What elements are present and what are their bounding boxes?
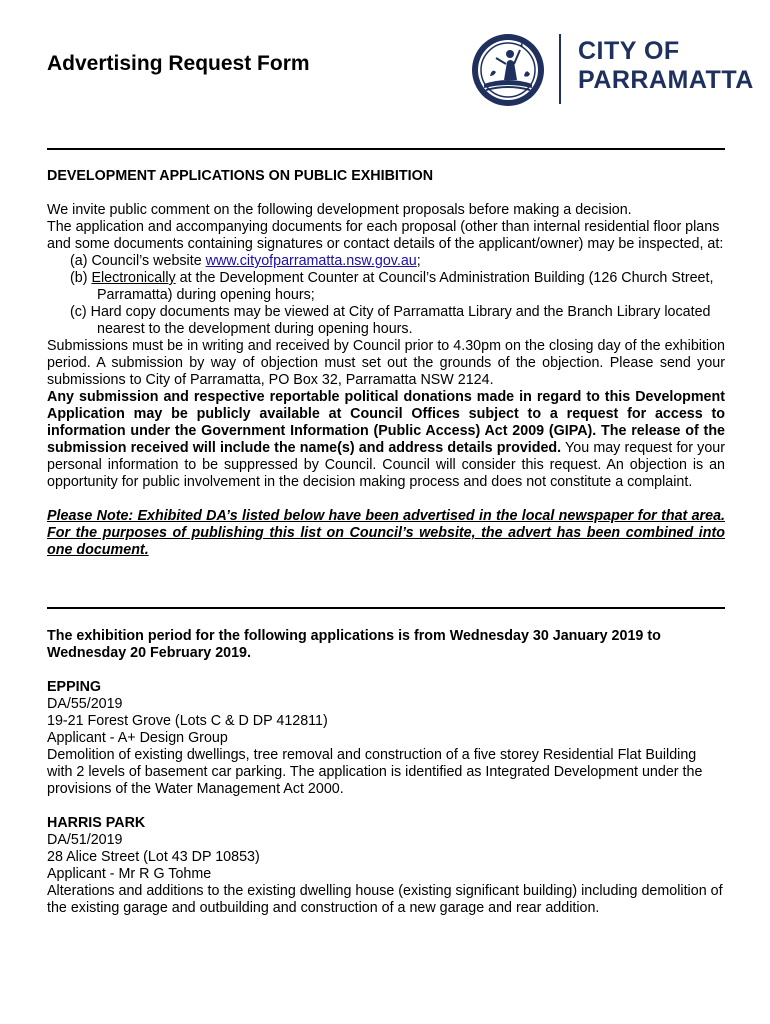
council-website-link[interactable]: www.cityofparramatta.nsw.gov.au — [205, 253, 417, 269]
option-a-prefix: (a) Council’s website — [70, 253, 206, 269]
submissions-paragraph: Submissions must be in writing and received by Council prior to 4.30pm on the closing day of the exhibition period. A submission by way of objection must set out the grounds of the objection. Please send your submissions to City of Parramatta, PO Box 32, Parramatta NSW 2124. — [47, 338, 725, 388]
middle-divider — [47, 607, 725, 609]
option-b-text: at the Development Counter at Council’s Administration Building (126 Church Street, Parramatta) during opening hours; — [97, 270, 714, 303]
application-suburb: HARRIS PARK — [47, 815, 146, 831]
option-a-suffix: ; — [416, 253, 421, 269]
option-b-prefix: (b) — [70, 270, 92, 286]
logo-text-city-of: CITY OF — [578, 37, 680, 65]
application-description: Alterations and additions to the existing dwelling house (existing significant building) including demolition of the existing garage and outbuilding and construction of a new garage and rear addition. — [47, 883, 723, 916]
application-address: 19-21 Forest Grove (Lots C & D DP 412811) — [47, 713, 328, 729]
inspection-paragraph: The application and accompanying documents for each proposal (other than internal residential floor plans and some documents containing signatures or contact details of the applicant/owner) may be inspected, at: — [47, 219, 724, 252]
application-item — [47, 815, 725, 917]
notice-section — [47, 168, 725, 559]
option-b — [47, 270, 725, 304]
option-a — [47, 253, 725, 270]
logo-divider — [559, 34, 561, 104]
application-applicant: Applicant - A+ Design Group — [47, 730, 228, 746]
please-note: Please Note: Exhibited DA’s listed below have been advertised in the local newspaper for that area. For the purposes of publishing this list on Council’s website, the advert has been combined into one document. — [47, 508, 725, 558]
application-applicant: Applicant - Mr R G Tohme — [47, 866, 212, 882]
intro-paragraph: We invite public comment on the following development proposals before making a decision. — [47, 202, 632, 218]
option-c: (c) Hard copy documents may be viewed at City of Parramatta Library and the Branch Library located nearest to the development during opening hours. — [70, 304, 711, 337]
application-item — [47, 679, 725, 798]
city-of-parramatta-logo — [468, 30, 758, 110]
application-da-number: DA/55/2019 — [47, 696, 123, 712]
notice-heading: DEVELOPMENT APPLICATIONS ON PUBLIC EXHIBITION — [47, 168, 434, 184]
application-da-number: DA/51/2019 — [47, 832, 123, 848]
inspection-options-list — [47, 253, 725, 338]
parramatta-seal-icon — [470, 32, 546, 108]
exhibition-section — [47, 628, 725, 917]
exhibition-period: The exhibition period for the following applications is from Wednesday 30 January 2019 to Wednesday 20 February 2019. — [47, 628, 661, 661]
application-address: 28 Alice Street (Lot 43 DP 10853) — [47, 849, 260, 865]
top-divider — [47, 148, 725, 150]
gipa-bold-text: Any submission and respective reportable political donations made in regard to this Development Application may be publicly available at Council Offices subject to a request for access to information under the Government Information (Public Access) Act 2009 (GIPA). The release of the submission received will include the name(s) and address details provided. — [47, 389, 725, 456]
electronically-text: Electronically — [91, 270, 176, 286]
application-description: Demolition of existing dwellings, tree removal and construction of a five storey Residential Flat Building with 2 levels of basement car parking. The application is identified as Integrated Development under the provisions of the Water Management Act 2000. — [47, 747, 703, 797]
gipa-paragraph — [47, 389, 725, 491]
page-title: Advertising Request Form — [47, 52, 310, 75]
gipa-text: You may request for your personal information to be suppressed by Council. Council will consider this request. An objection is an opportunity for public involvement in the decision making process and does not constitute a complaint. — [47, 440, 725, 490]
logo-text-parramatta: PARRAMATTA — [578, 66, 754, 94]
application-suburb: EPPING — [47, 679, 102, 695]
